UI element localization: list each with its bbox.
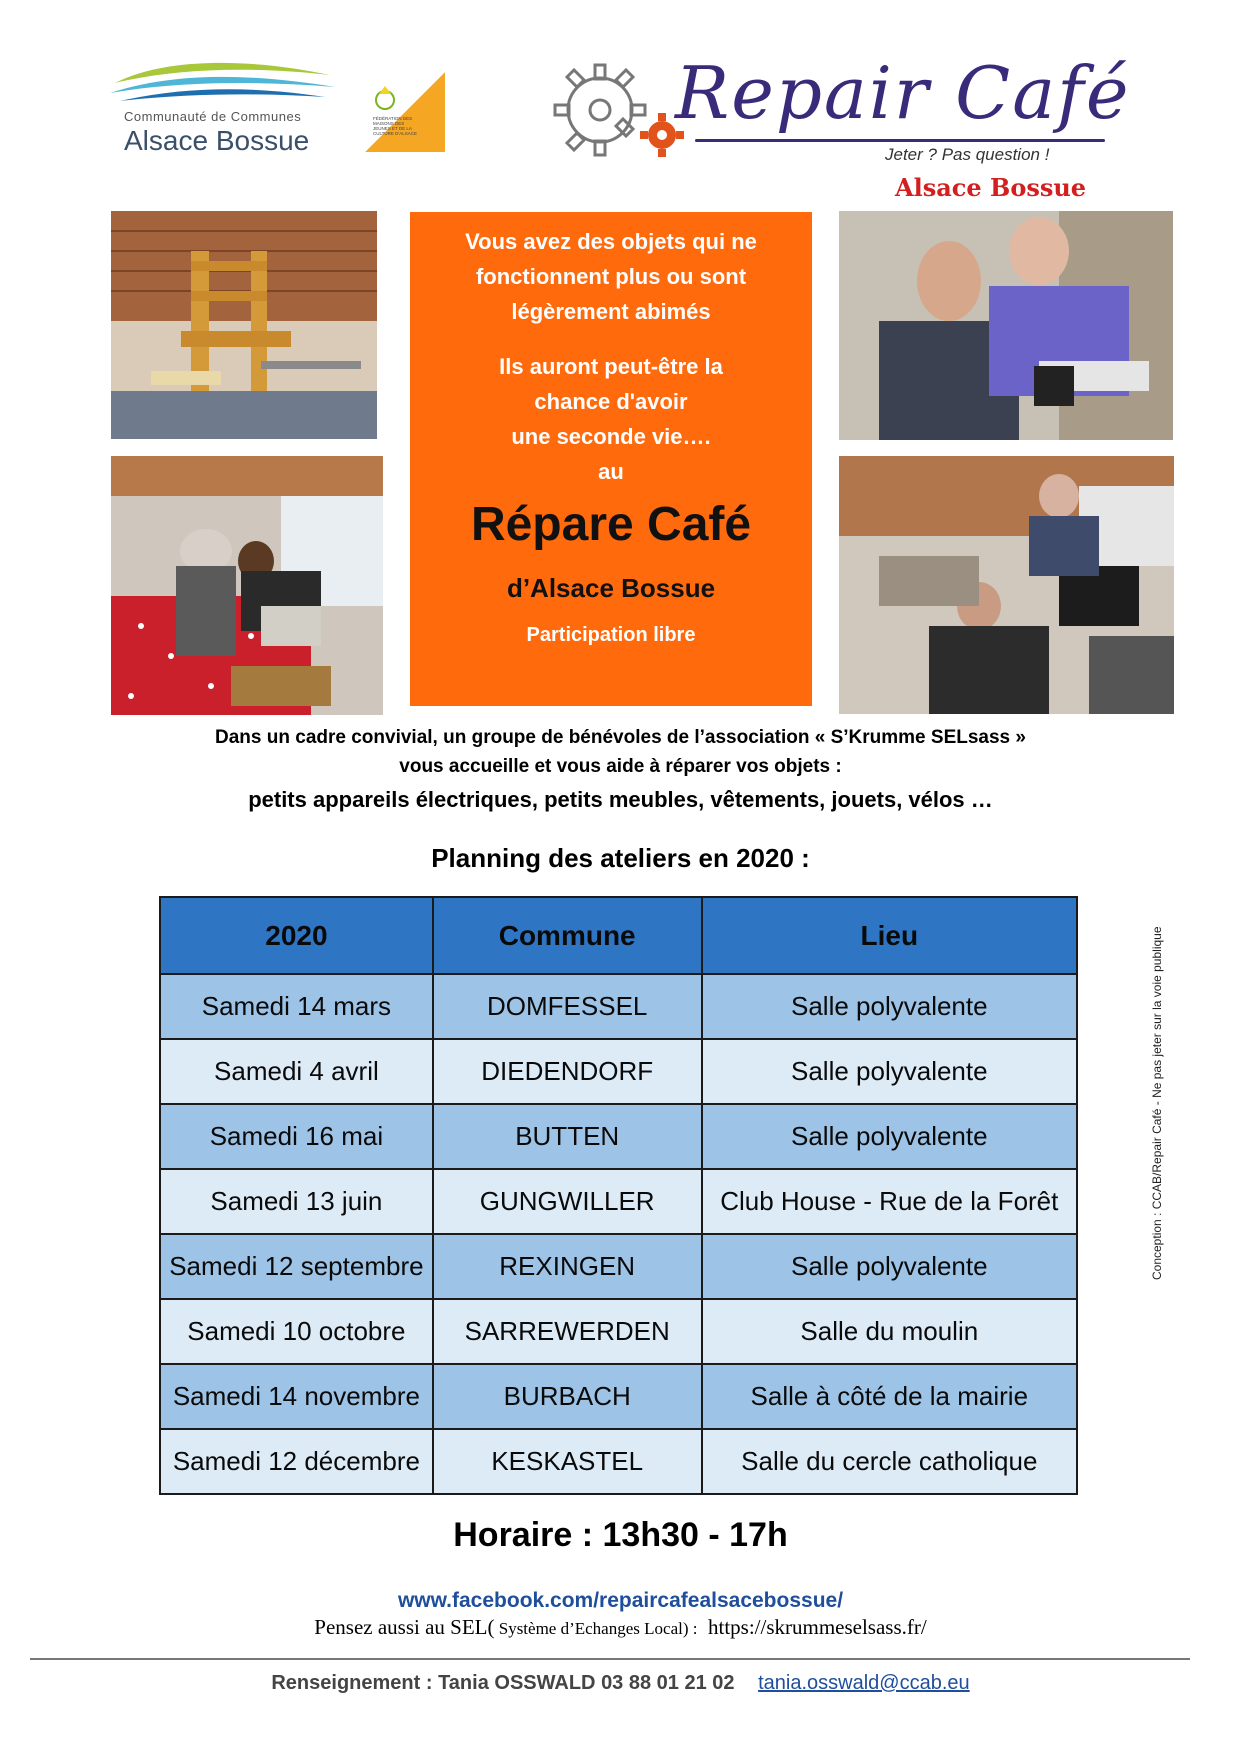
cell-commune: BURBACH: [433, 1364, 702, 1429]
contact-phone: 03 88 01 21 02: [601, 1672, 735, 1694]
orange-participation: Participation libre: [526, 624, 696, 646]
federation-logo: [365, 72, 445, 152]
ccab-waves-icon: [110, 55, 335, 105]
cell-date: Samedi 10 octobre: [160, 1299, 433, 1364]
orange-subtitle: d’Alsace Bossue: [506, 573, 716, 603]
orange-line3: légèrement abimés: [511, 299, 711, 324]
header-year: 2020: [160, 897, 433, 974]
planning-title: Planning des ateliers en 2020 :: [431, 843, 810, 873]
table-row: [160, 1364, 1077, 1429]
cell-commune: DIEDENDORF: [433, 1039, 702, 1104]
cell-date: Samedi 4 avril: [160, 1039, 433, 1104]
cell-date: Samedi 14 novembre: [160, 1364, 433, 1429]
contact-name: Tania OSSWALD: [438, 1672, 596, 1694]
cell-date: Samedi 16 mai: [160, 1104, 433, 1169]
cell-commune: DOMFESSEL: [433, 974, 702, 1039]
contact-line: [0, 1672, 1241, 1695]
photo-sewing-workshop: [111, 456, 383, 715]
sel-prefix: Pensez aussi au SEL(: [314, 1615, 495, 1639]
sel-url[interactable]: https://skrummeselsass.fr/: [707, 1615, 927, 1639]
cell-date: Samedi 12 décembre: [160, 1429, 433, 1494]
photo-electronics-workshop: [839, 456, 1174, 714]
cell-lieu: Salle à côté de la mairie: [702, 1364, 1077, 1429]
facebook-link[interactable]: www.facebook.com/repaircafealsacebossue/: [397, 1589, 844, 1612]
cell-commune: KESKASTEL: [433, 1429, 702, 1494]
orange-line4: Ils auront peut-être la: [499, 354, 723, 379]
orange-line5: chance d'avoir: [534, 389, 688, 414]
table-row: [160, 1039, 1077, 1104]
cell-commune: GUNGWILLER: [433, 1169, 702, 1234]
repair-cafe-logo: [545, 51, 1131, 202]
table-row: [160, 1299, 1077, 1364]
orange-title: Répare Café: [470, 498, 752, 551]
cell-lieu: Salle du moulin: [702, 1299, 1077, 1364]
cell-lieu: Salle polyvalente: [702, 1039, 1077, 1104]
repair-underline: [695, 139, 1105, 142]
table-row: [160, 1169, 1077, 1234]
sel-detail: Système d’Echanges Local) :: [494, 1619, 698, 1638]
ccab-line1: Communauté de Communes: [124, 109, 302, 124]
orange-line7: au: [598, 459, 624, 484]
photo-chair-repair: [111, 211, 377, 439]
cell-date: Samedi 14 mars: [160, 974, 433, 1039]
contact-label: Renseignement :: [271, 1672, 433, 1694]
schedule-table: [159, 896, 1078, 1495]
cell-lieu: Salle polyvalente: [702, 1234, 1077, 1299]
table-row: [160, 974, 1077, 1039]
repair-cafe-title: Repair Café: [675, 51, 1131, 135]
cell-commune: BUTTEN: [433, 1104, 702, 1169]
contact-email[interactable]: tania.osswald@ccab.eu: [758, 1672, 970, 1694]
orange-line6: une seconde vie….: [511, 424, 711, 449]
repair-subtitle: Alsace Bossue: [895, 173, 1087, 202]
intro-line2: vous accueille et vous aide à réparer vos objets :: [399, 756, 842, 777]
cell-date: Samedi 12 septembre: [160, 1234, 433, 1299]
sel-line: [0, 1615, 1241, 1640]
cell-lieu: Salle polyvalente: [702, 1104, 1077, 1169]
table-header-row: [160, 897, 1077, 974]
photo-repair-volunteers: [839, 211, 1173, 440]
cell-lieu: Salle polyvalente: [702, 974, 1077, 1039]
cell-date: Samedi 13 juin: [160, 1169, 433, 1234]
ccab-line2: Alsace Bossue: [124, 125, 310, 156]
intro-line3: petits appareils électriques, petits meubles, vêtements, jouets, vélos …: [248, 787, 993, 812]
federation-text: FÉDÉRATION DES MAISONS DES JEUNES ET DE LA CULTURE D'ALSACE: [373, 116, 418, 136]
header-lieu: Lieu: [702, 897, 1077, 974]
cell-lieu: Salle du cercle catholique: [702, 1429, 1077, 1494]
intro-line1: Dans un cadre convivial, un groupe de bénévoles de l’association « S’Krumme SELsass »: [215, 727, 1026, 748]
cell-lieu: Club House - Rue de la Forêt: [702, 1169, 1077, 1234]
orange-info-box: [410, 212, 812, 706]
orange-line1: Vous avez des objets qui ne: [465, 229, 757, 254]
footer-divider: [30, 1658, 1190, 1660]
header-commune: Commune: [433, 897, 702, 974]
side-note: Conception : CCAB/Repair Café - Ne pas jeter sur la voie publique: [1150, 926, 1164, 1280]
table-row: [160, 1234, 1077, 1299]
cell-commune: REXINGEN: [433, 1234, 702, 1299]
ccab-logo: [110, 55, 335, 160]
table-row: [160, 1104, 1077, 1169]
cell-commune: SARREWERDEN: [433, 1299, 702, 1364]
horaire: Horaire : 13h30 - 17h: [453, 1516, 788, 1554]
orange-line2: fonctionnent plus ou sont: [475, 264, 747, 289]
table-row: [160, 1429, 1077, 1494]
repair-slogan: Jeter ? Pas question !: [885, 145, 1050, 164]
federation-triangle-icon: [365, 72, 445, 152]
